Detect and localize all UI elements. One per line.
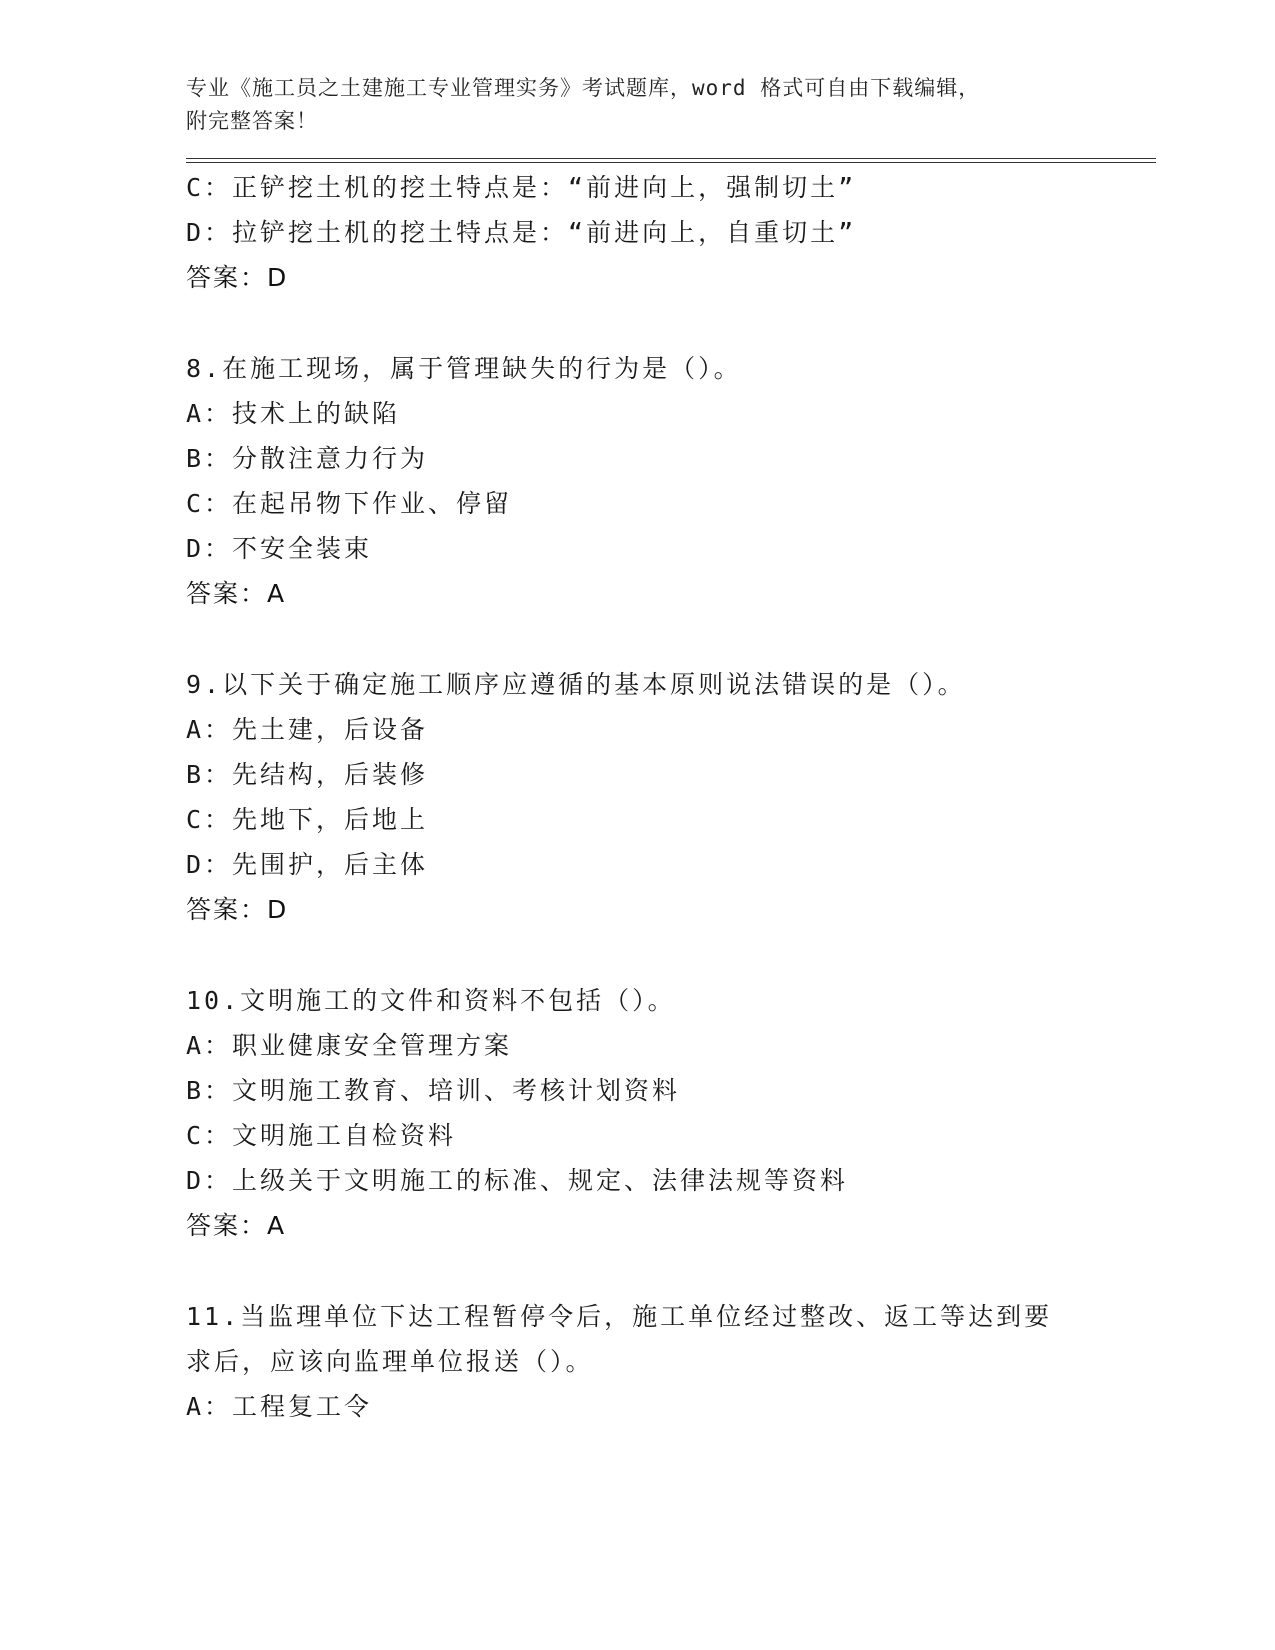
q7-answer-value: D <box>267 263 288 292</box>
q7-answer-label: 答案： <box>186 263 268 292</box>
q10-answer <box>186 1203 1156 1248</box>
spacer <box>186 300 1156 346</box>
question-7 <box>186 165 1156 300</box>
question-8 <box>186 346 1156 616</box>
q10-option-d: D：上级关于文明施工的标准、规定、法律法规等资料 <box>186 1166 849 1195</box>
spacer <box>186 1248 1156 1294</box>
q7-answer <box>186 255 1156 300</box>
spacer <box>186 932 1156 978</box>
question-11 <box>186 1294 1156 1429</box>
q8-option-d: D：不安全装束 <box>186 534 373 563</box>
document-header <box>186 72 1156 138</box>
spacer <box>186 616 1156 662</box>
q8-answer <box>186 571 1156 616</box>
q9-stem: 9.以下关于确定施工顺序应遵循的基本原则说法错误的是（）。 <box>186 670 966 699</box>
q8-answer-label: 答案： <box>186 579 268 608</box>
q9-option-a: A：先土建，后设备 <box>186 715 429 744</box>
q9-option-b: B：先结构，后装修 <box>186 760 429 789</box>
question-list <box>186 165 1156 1429</box>
q11-option-a: A：工程复工令 <box>186 1392 373 1421</box>
q11-stem-line-1: 11.当监理单位下达工程暂停令后，施工单位经过整改、返工等达到要 <box>186 1302 1053 1331</box>
q8-option-c: C：在起吊物下作业、停留 <box>186 489 513 518</box>
q10-stem: 10.文明施工的文件和资料不包括（）。 <box>186 986 676 1015</box>
header-double-rule <box>186 158 1156 163</box>
q9-option-c: C：先地下，后地上 <box>186 805 429 834</box>
q10-answer-value: A <box>267 1211 286 1240</box>
q10-option-b: B：文明施工教育、培训、考核计划资料 <box>186 1076 681 1105</box>
q8-option-b: B：分散注意力行为 <box>186 444 429 473</box>
question-9 <box>186 662 1156 932</box>
q8-option-a: A：技术上的缺陷 <box>186 399 401 428</box>
header-line-2: 附完整答案！ <box>186 109 318 133</box>
q9-answer-value: D <box>267 895 288 924</box>
document-page <box>186 72 1156 1429</box>
q9-option-d: D：先围护，后主体 <box>186 850 429 879</box>
q9-answer <box>186 887 1156 932</box>
question-10 <box>186 978 1156 1248</box>
q9-answer-label: 答案： <box>186 895 268 924</box>
q7-option-c: C：正铲挖土机的挖土特点是：“前进向上，强制切土” <box>186 173 857 202</box>
q8-stem: 8.在施工现场，属于管理缺失的行为是（）。 <box>186 354 742 383</box>
q10-option-a: A：职业健康安全管理方案 <box>186 1031 513 1060</box>
q10-answer-label: 答案： <box>186 1211 268 1240</box>
q11-stem-line-2: 求后，应该向监理单位报送（）。 <box>186 1347 594 1376</box>
header-line-1: 专业《施工员之土建施工专业管理实务》考试题库，word 格式可自由下载编辑， <box>186 76 981 100</box>
q7-option-d: D：拉铲挖土机的挖土特点是：“前进向上，自重切土” <box>186 218 857 247</box>
q10-option-c: C：文明施工自检资料 <box>186 1121 457 1150</box>
q8-answer-value: A <box>267 579 286 608</box>
